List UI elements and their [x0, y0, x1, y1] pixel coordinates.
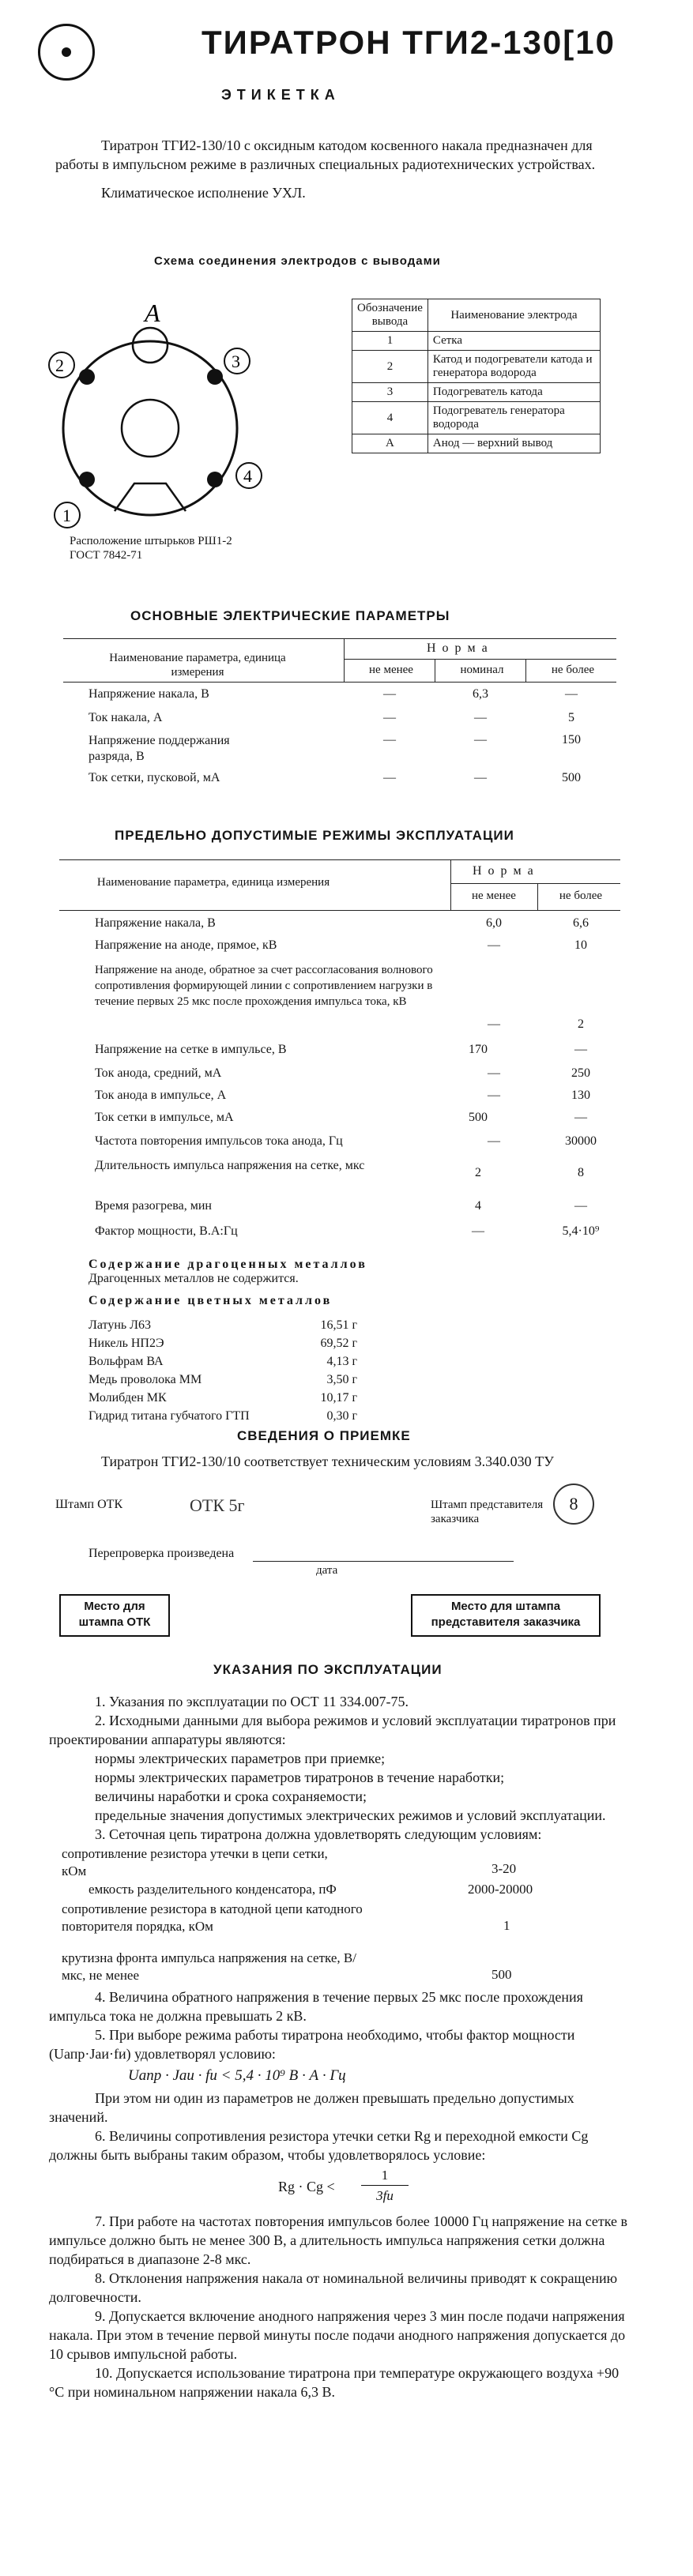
- instruction-1: 1. Указания по эксплуатации по ОСТ 11 334.007-75.: [95, 1694, 409, 1709]
- acceptance-text: Тиратрон ТГИ2-130/10 соответствует техническим условиям 3.340.030 ТУ: [101, 1453, 554, 1469]
- instruction-2d: предельные значения допустимых электрических режимов и условий эксплуатации.: [95, 1807, 606, 1823]
- param-min: —: [383, 733, 396, 746]
- table-row: [0, 1158, 693, 1193]
- param-min: —: [383, 771, 396, 784]
- table-row: [0, 938, 693, 962]
- param-nom: —: [474, 711, 487, 724]
- nonferrous-title: Содержание цветных металлов: [89, 1294, 333, 1307]
- otk-stamp-label: Штамп ОТК: [55, 1498, 123, 1511]
- pin-cell: 1: [352, 332, 428, 351]
- limit-name: Ток анода, средний, мА: [95, 1066, 222, 1080]
- electrode-cell: Подогреватель генератора водорода: [427, 402, 600, 434]
- rc-formula-denominator: 3fи: [376, 2188, 394, 2203]
- main-params-norm-header: Н о р м а: [427, 641, 489, 655]
- param-max: —: [565, 687, 578, 701]
- rep-stamp-box: Место для штампа представителя заказчика: [411, 1594, 601, 1637]
- col-electrode-header: Наименование электрода: [427, 299, 600, 332]
- limit-name: Ток анода в импульсе, А: [95, 1089, 227, 1102]
- instructions-title: УКАЗАНИЯ ПО ЭКСПЛУАТАЦИИ: [213, 1662, 443, 1677]
- condition-value: 500: [492, 1967, 512, 1982]
- manufacturer-logo-icon: [38, 24, 95, 81]
- param-name: Ток накала, А: [89, 711, 163, 724]
- limit-min: 500: [469, 1111, 488, 1124]
- limit-max: —: [574, 1043, 587, 1056]
- scheme-title: Схема соединения электродов с выводами: [154, 254, 441, 268]
- label-heading: ЭТИКЕТКА: [221, 87, 341, 103]
- limit-name: Напряжение накала, В: [95, 916, 216, 930]
- pin-label-1: 1: [62, 506, 71, 525]
- instruction-6: 6. Величины сопротивления резистора утечки сетки Rg и переходной емкости Cg должны быть выбраны таким образом, чтобы удовлетворялось условие:: [49, 2128, 589, 2163]
- limit-name: Частота повторения импульсов тока анода, Гц: [95, 1134, 343, 1148]
- limit-min: 6,0: [486, 916, 502, 930]
- metal-name: Латунь Л63: [89, 1318, 152, 1332]
- condition-value: 3-20: [492, 1861, 517, 1876]
- electrode-cell: Анод — верхний вывод: [427, 434, 600, 453]
- pin-cell: 4: [352, 402, 428, 434]
- table-row: [0, 1089, 693, 1112]
- limit-min: —: [472, 1224, 484, 1238]
- metal-value: 3,50 г: [326, 1373, 357, 1386]
- limits-col-max: не более: [559, 889, 603, 902]
- instruction-5: 5. При выборе режима работы тиратрона необходимо, чтобы фактор мощности (Uапр·Jаи·fи) удовлетворял условию:: [49, 2027, 575, 2062]
- limits-title: ПРЕДЕЛЬНО ДОПУСТИМЫЕ РЕЖИМЫ ЭКСПЛУАТАЦИИ: [115, 828, 514, 843]
- table-row: [0, 1043, 693, 1066]
- condition-name: крутизна фронта импульса напряжения на сетке, В/мкс, не менее: [62, 1950, 356, 1983]
- precious-text: Драгоценных металлов не содержится.: [89, 1272, 299, 1285]
- otk-stamp: ОТК 5г: [190, 1495, 245, 1515]
- date-label: дата: [316, 1564, 338, 1577]
- list-item: [89, 1352, 357, 1371]
- limit-min: 170: [469, 1043, 488, 1056]
- metals-list: [89, 1316, 357, 1425]
- metal-value: 69,52 г: [320, 1337, 357, 1350]
- metal-value: 4,13 г: [326, 1355, 357, 1368]
- metal-name: Гидрид титана губчатого ГТП: [89, 1409, 250, 1423]
- main-col-nom: номинал: [460, 664, 504, 676]
- condition-value: 1: [503, 1918, 510, 1933]
- list-item: [89, 1389, 357, 1407]
- rep-stamp-label: Штамп представителя заказчика: [431, 1499, 544, 1525]
- table-row: [0, 1134, 693, 1158]
- metal-name: Молибден МК: [89, 1391, 167, 1405]
- pin-standard-line2: ГОСТ 7842-71: [70, 549, 143, 562]
- main-params-rows: [0, 687, 693, 790]
- limit-name: Длительность импульса напряжения на сетке, мкс: [95, 1159, 365, 1172]
- table-row: [0, 711, 693, 735]
- precious-title: Содержание драгоценных металлов: [89, 1258, 367, 1271]
- pin-cell: 2: [352, 351, 428, 383]
- instructions-body: [49, 1692, 630, 2401]
- rc-formula-left: Rg · Cg <: [278, 2179, 335, 2194]
- recheck-label: Перепроверка произведена: [89, 1547, 235, 1560]
- limit-min: —: [488, 1134, 500, 1148]
- rep-stamp: 8: [553, 1484, 594, 1525]
- document-title: ТИРАТРОН ТГИ2-130[10: [201, 24, 616, 61]
- table-row: [0, 962, 693, 1041]
- table-row: [0, 1224, 693, 1248]
- condition-value: 2000-20000: [468, 1882, 533, 1897]
- limit-min: —: [488, 938, 500, 952]
- main-col-max: не более: [551, 664, 595, 676]
- metal-name: Никель НП2Э: [89, 1337, 164, 1350]
- pin-cell: А: [352, 434, 428, 453]
- electrode-cell: Подогреватель катода: [427, 383, 600, 402]
- limit-name: Напряжение на сетке в импульсе, В: [95, 1043, 287, 1056]
- instruction-10: 10. Допускается использование тиратрона при температуре окружающего воздуха +90 °С при номинальном напряжении накала 6,3 В.: [49, 2365, 620, 2400]
- limit-max: 2: [578, 1017, 584, 1031]
- limit-name: Ток сетки в импульсе, мА: [95, 1111, 234, 1124]
- table-row: [352, 351, 601, 383]
- limit-name: Фактор мощности, В.А:Гц: [95, 1224, 238, 1238]
- param-name: Ток сетки, пусковой, мА: [89, 771, 220, 784]
- grid-conditions: [49, 1844, 630, 1950]
- param-nom: —: [474, 771, 487, 784]
- pin-diagram: [40, 294, 277, 531]
- limit-max: —: [574, 1111, 587, 1124]
- limit-max: 5,4·10⁹: [562, 1224, 600, 1238]
- list-item: [89, 1371, 357, 1389]
- rc-formula-numerator: 1: [381, 2168, 389, 2183]
- intro-paragraph: Тиратрон ТГИ2-130/10 с оксидным катодом косвенного накала предназначен для работы в импульсном режиме в различных специальных радиотехнических устройствах.: [55, 137, 596, 172]
- list-item: [89, 1316, 357, 1334]
- intro: [55, 136, 624, 202]
- metal-value: 10,17 г: [320, 1391, 357, 1405]
- instruction-5b: При этом ни один из параметров не должен превышать предельно допустимых значений.: [49, 2090, 574, 2125]
- table-row: [0, 1111, 693, 1134]
- limit-max: 8: [578, 1166, 584, 1179]
- electrode-cell: Катод и подогреватели катода и генератора водорода: [427, 351, 600, 383]
- limit-min: —: [488, 1089, 500, 1102]
- table-row: [0, 687, 693, 711]
- param-min: —: [383, 687, 396, 701]
- pin-label-4: 4: [243, 466, 252, 486]
- param-name: Напряжение поддержания разряда, В: [89, 734, 230, 763]
- pin-label-3: 3: [232, 352, 240, 371]
- limit-min: 2: [475, 1166, 481, 1179]
- param-nom: —: [474, 733, 487, 746]
- table-row: [352, 402, 601, 434]
- table-row: [352, 332, 601, 351]
- instruction-4: 4. Величина обратного напряжения в течение первых 25 мкс после прохождения импульса тока не должна превышать 2 кВ.: [49, 1989, 583, 2024]
- table-row: [0, 771, 693, 795]
- col-pin-header: Обозначение вывода: [352, 299, 428, 332]
- param-max: 150: [562, 733, 581, 746]
- instruction-9: 9. Допускается включение анодного напряжения через 3 мин после подачи напряжения накала. При этом в течение первой минуты после подачи анодного напряжения допускается до 10 срывов импульсной работы.: [49, 2308, 626, 2362]
- instruction-2a: нормы электрических параметров при приемке;: [95, 1751, 386, 1766]
- limit-max: 10: [574, 938, 587, 952]
- limit-name: Напряжение на аноде, обратное за счет рассогласования волнового сопротивления формирующей линии с сопротивлением нагрузки в течение первых 25 мкс после прохождения импульса тока, кВ: [95, 964, 433, 1008]
- acceptance-title: СВЕДЕНИЯ О ПРИЕМКЕ: [237, 1428, 411, 1443]
- grid-conditions-2: [49, 1950, 630, 1987]
- rc-formula: [49, 2164, 630, 2212]
- main-params-title: ОСНОВНЫЕ ЭЛЕКТРИЧЕСКИЕ ПАРАМЕТРЫ: [130, 608, 450, 623]
- table-row: [0, 1199, 693, 1223]
- otk-stamp-box: Место для штампа ОТК: [59, 1594, 170, 1637]
- pin-cell: 3: [352, 383, 428, 402]
- limit-name: Напряжение на аноде, прямое, кВ: [95, 938, 277, 952]
- main-params-name-header: Наименование параметра, единица измерения: [109, 652, 286, 679]
- condition-name: емкость разделительного конденсатора, пФ: [89, 1882, 337, 1897]
- metal-value: 16,51 г: [320, 1318, 357, 1332]
- limit-min: —: [488, 1017, 500, 1031]
- instruction-7: 7. При работе на частотах повторения импульсов более 10000 Гц напряжение на сетке в импульсе должно быть не менее 300 В, а длительность импульса напряжения сетки должна подбираться в диапазоне 2-8 мкс.: [49, 2213, 628, 2267]
- table-row: [0, 1066, 693, 1090]
- param-nom: 6,3: [473, 687, 488, 701]
- list-item: [89, 1407, 357, 1425]
- limit-min: —: [488, 1066, 500, 1080]
- power-factor-formula: Uапр · Jаи · fи < 5,4 · 10⁹ В · А · Гц: [128, 2067, 346, 2084]
- table-row: [0, 916, 693, 940]
- table-row: [0, 733, 693, 768]
- pin-standard-line1: Расположение штырьков РШ1-2: [70, 535, 232, 547]
- instruction-8: 8. Отклонения напряжения накала от номинальной величины приводят к сокращению долговечности.: [49, 2270, 618, 2305]
- instruction-2c: величины наработки и срока сохраняемости;: [95, 1788, 367, 1804]
- param-max: 500: [562, 771, 581, 784]
- table-row: [352, 434, 601, 453]
- pin-label-2: 2: [55, 355, 64, 375]
- instruction-2b: нормы электрических параметров тиратронов в течение наработки;: [95, 1769, 505, 1785]
- param-max: 5: [568, 711, 574, 724]
- electrode-table: [352, 299, 601, 453]
- metals: [89, 1258, 367, 1308]
- metal-value: 0,30 г: [326, 1409, 357, 1423]
- limits-name-header: Наименование параметра, единица измерения: [96, 876, 330, 889]
- param-name: Напряжение накала, В: [89, 687, 209, 701]
- electrode-cell: Сетка: [427, 332, 600, 351]
- instruction-3: 3. Сеточная цепь тиратрона должна удовлетворять следующим условиям:: [95, 1826, 542, 1842]
- limits-rows-tail: [0, 1158, 693, 1269]
- pin-label-a: A: [145, 299, 160, 327]
- limit-max: —: [574, 1199, 587, 1213]
- param-min: —: [383, 711, 396, 724]
- table-row: [352, 383, 601, 402]
- metal-name: Медь проволока ММ: [89, 1373, 202, 1386]
- metal-name: Вольфрам ВА: [89, 1355, 164, 1368]
- instruction-2: 2. Исходными данными для выбора режимов и условий эксплуатации тиратронов при проектировании аппаратуры являются:: [49, 1713, 616, 1747]
- limit-name: Время разогрева, мин: [95, 1199, 212, 1213]
- limit-max: 6,6: [573, 916, 589, 930]
- condition-name: сопротивление резистора в катодной цепи катодного повторителя порядка, кОм: [62, 1901, 363, 1934]
- main-col-min: не менее: [369, 664, 413, 676]
- condition-name: сопротивление резистора утечки в цепи сетки, кОм: [62, 1846, 328, 1878]
- list-item: [89, 1334, 357, 1352]
- limit-max: 130: [571, 1089, 590, 1102]
- climate-paragraph: Климатическое исполнение УХЛ.: [101, 185, 306, 201]
- limit-max: 30000: [565, 1134, 597, 1148]
- limit-min: 4: [475, 1199, 481, 1213]
- limit-max: 250: [571, 1066, 590, 1080]
- limits-norm-header: Н о р м а: [473, 864, 535, 878]
- limits-col-min: не менее: [472, 889, 516, 902]
- pin-standard: [70, 534, 232, 562]
